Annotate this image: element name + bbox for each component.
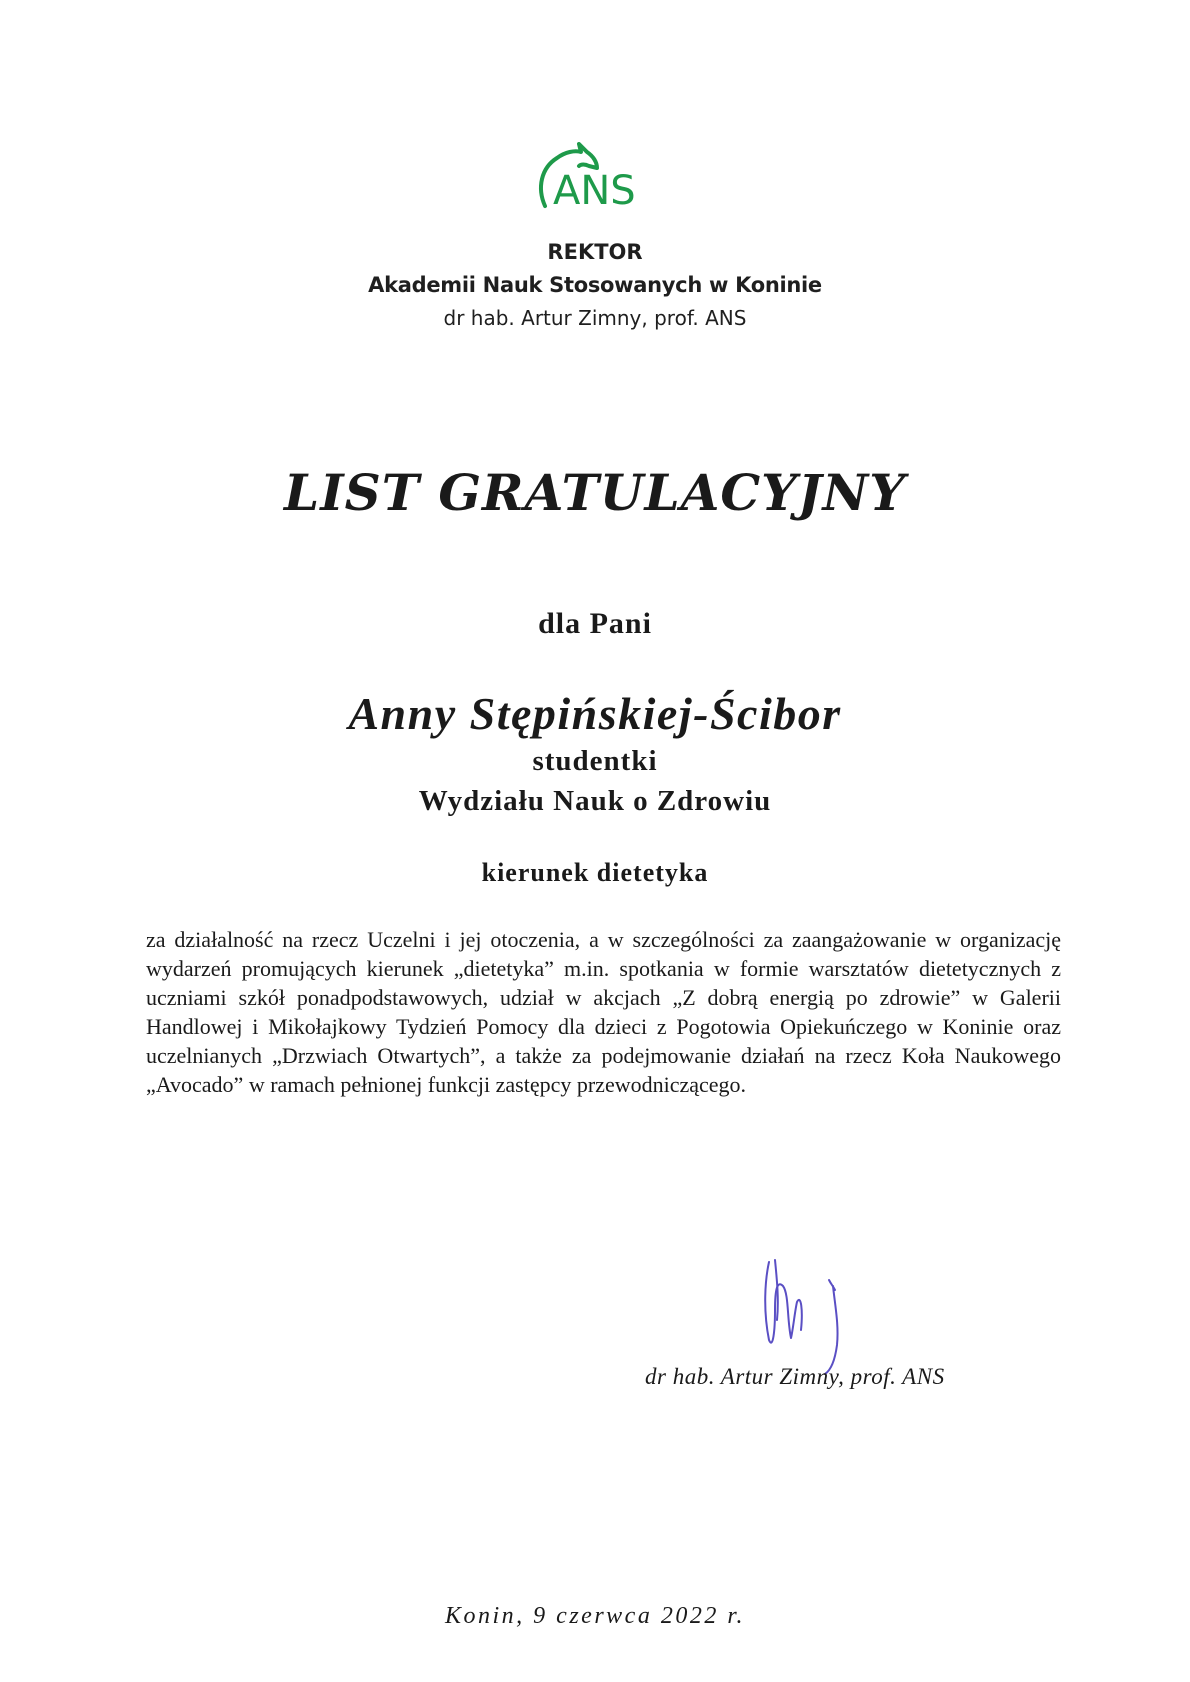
document-title: LIST GRATULACYJNY	[284, 463, 906, 522]
recipient-field: kierunek dietetyka	[481, 858, 709, 887]
recipient-name: Anny Stępińskiej-Ścibor	[348, 688, 842, 739]
logo-text: ANS	[553, 168, 636, 214]
institution-name: Akademii Nauk Stosowanych w Koninie	[368, 273, 822, 297]
handwritten-signature	[755, 1250, 885, 1375]
place-and-date: Konin, 9 czerwca 2022 r.	[445, 1603, 745, 1629]
body-paragraph: za działalność na rzecz Uczelni i jej otoczenia, a w szczególności za zaangażowanie w organizację wydarzeń promujących kierunek „dietetyka” m.in. spotkania w formie warsztatów dietetycznych z uczniami szkół ponadpodstawowych, udział w akcjach „Z dobrą energią po zdrowie” w Galerii Handlowej i Mikołajkowy Tydzień Pomocy dla dzieci z Pogotowia Opiekuńczego w Koninie oraz uczelnianych „Drzwiach Otwartych”, a także za podejmowanie działań na rzecz Koła Naukowego „Avocado” w ramach pełnionej funkcji zastępcy przewodniczącego.	[146, 927, 1061, 1097]
ans-logo	[535, 140, 655, 224]
salutation: dla Pani	[538, 607, 652, 640]
rector-name: dr hab. Artur Zimny, prof. ANS	[443, 306, 747, 330]
recipient-role: studentki	[532, 745, 658, 777]
recipient-faculty: Wydziału Nauk o Zdrowiu	[418, 785, 772, 817]
rektor-heading: REKTOR	[547, 240, 643, 264]
signer-name: dr hab. Artur Zimny, prof. ANS	[645, 1364, 945, 1389]
